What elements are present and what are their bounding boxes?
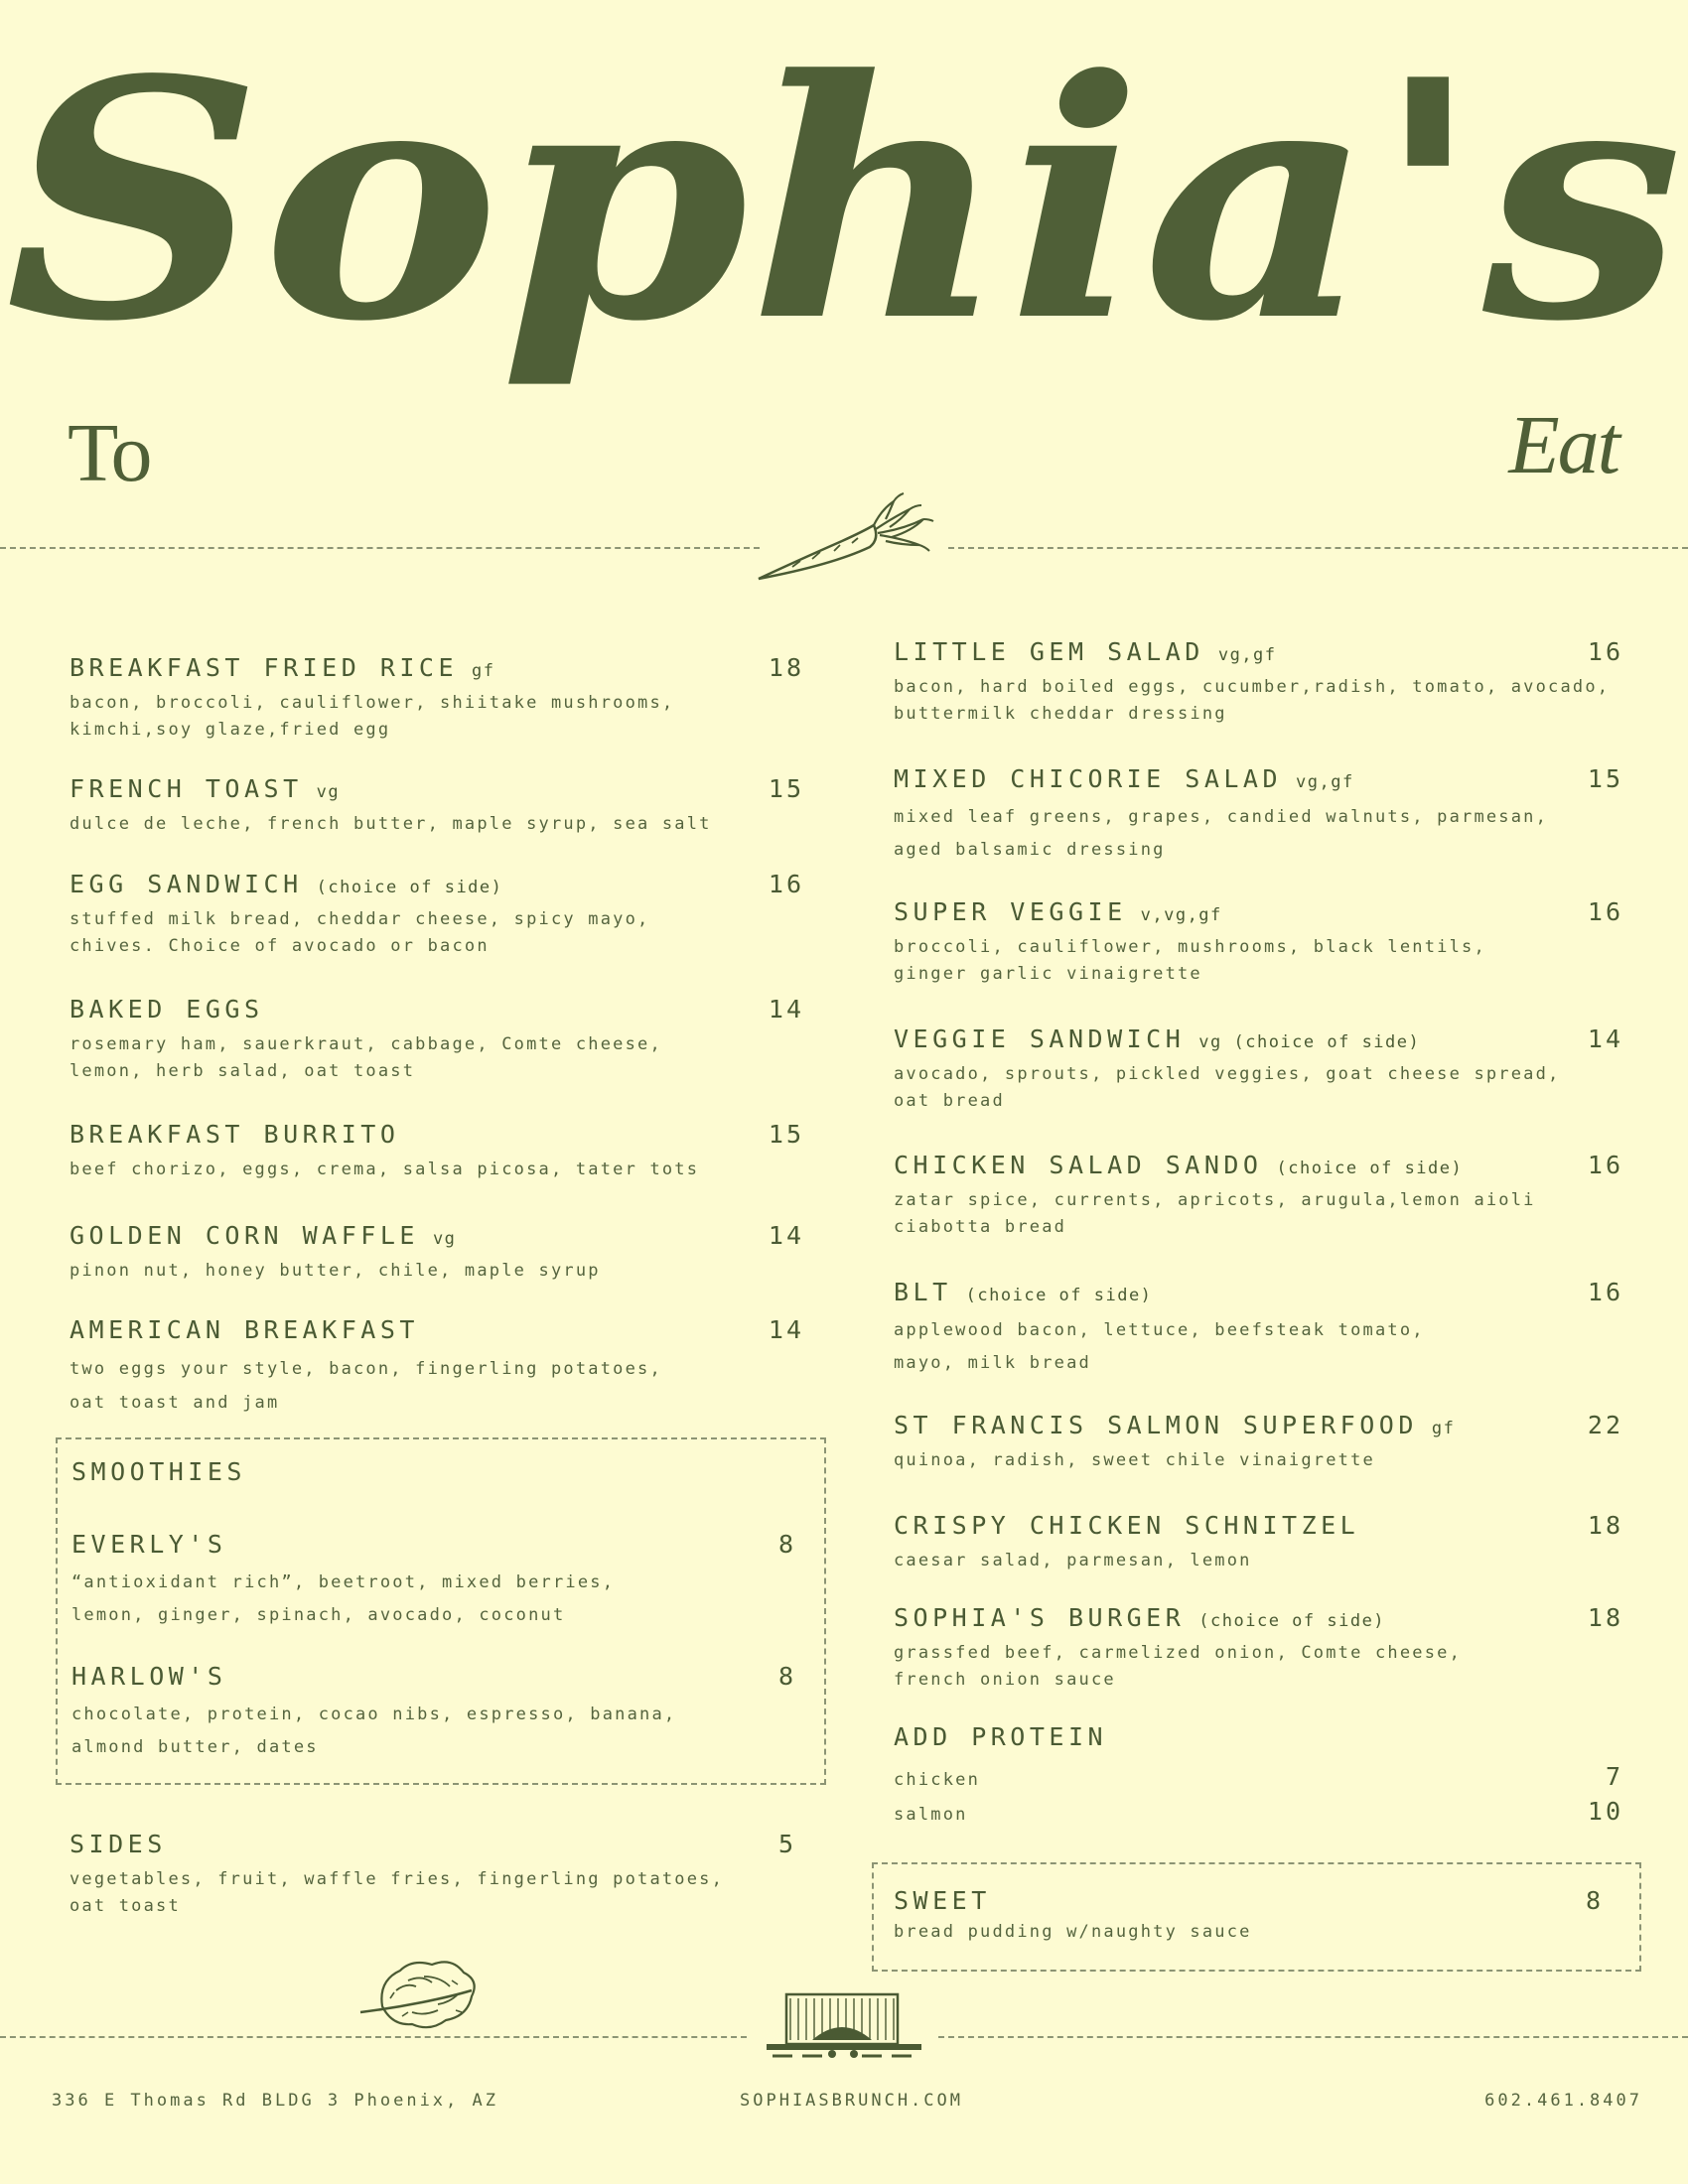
protein-name: chicken — [894, 1770, 981, 1790]
item-tag: vg (choice of side) — [1198, 1032, 1421, 1052]
item-tag: (choice of side) — [316, 878, 503, 897]
item-price: 5 — [777, 1830, 796, 1858]
item-name: CRISPY CHICKEN SCHNITZEL — [894, 1511, 1360, 1540]
item-price: 18 — [1587, 1511, 1623, 1540]
menu-item — [70, 653, 804, 774]
divider-top-right — [948, 547, 1688, 549]
tagline-eat: Eat — [1508, 399, 1618, 491]
item-desc: caesar salad, parmesan, lemon — [894, 1551, 1252, 1570]
menu-item — [894, 1024, 1623, 1151]
item-desc: quinoa, radish, sweet chile vinaigrette — [894, 1450, 1375, 1470]
item-desc: mixed leaf greens, grapes, candied walnuts, parmesan, aged balsamic dressing — [894, 807, 1549, 860]
menu-item — [894, 764, 1623, 897]
item-price: 14 — [1587, 1024, 1623, 1053]
item-name: ST FRANCIS SALMON SUPERFOOD — [894, 1411, 1418, 1439]
item-desc: rosemary ham, sauerkraut, cabbage, Comte cheese, lemon, herb salad, oat toast — [70, 1034, 662, 1081]
sweet-section — [872, 1862, 1641, 1972]
item-price: 15 — [768, 774, 804, 803]
item-name: EVERLY'S — [71, 1530, 227, 1559]
item-name: HARLOW'S — [71, 1662, 227, 1691]
item-price: 14 — [768, 995, 804, 1024]
item-name: MIXED CHICORIE SALAD — [894, 764, 1283, 793]
item-price: 22 — [1587, 1411, 1623, 1439]
item-tag: gf — [472, 661, 495, 681]
item-name: BLT — [894, 1278, 952, 1306]
item-tag: (choice of side) — [965, 1286, 1153, 1305]
menu-item — [70, 1315, 804, 1415]
menu-item — [70, 870, 804, 995]
item-desc: vegetables, fruit, waffle fries, fingerling potatoes, oat toast — [70, 1869, 725, 1916]
leafy-greens-icon — [352, 1951, 487, 2035]
item-name: SUPER VEGGIE — [894, 897, 1127, 926]
item-name: VEGGIE SANDWICH — [894, 1024, 1186, 1053]
item-name: BREAKFAST FRIED RICE — [70, 653, 459, 682]
storefront-icon — [763, 1990, 926, 2070]
item-price: 14 — [768, 1315, 804, 1344]
carrot-icon — [753, 481, 951, 586]
item-desc: applewood bacon, lettuce, beefsteak tomato, mayo, milk bread — [894, 1320, 1425, 1373]
item-price: 16 — [768, 870, 804, 898]
item-desc: broccoli, cauliflower, mushrooms, black lentils, ginger garlic vinaigrette — [894, 937, 1486, 984]
item-desc: chocolate, protein, cocao nibs, espresso, banana, almond butter, dates — [71, 1705, 677, 1757]
item-desc: two eggs your style, bacon, fingerling potatoes, oat toast and jam — [70, 1359, 662, 1413]
left-menu-column — [70, 653, 804, 1415]
item-desc: dulce de leche, french butter, maple syrup, sea salt — [70, 814, 712, 834]
protein-price: 10 — [1587, 1797, 1623, 1826]
tagline-to: To — [68, 407, 151, 499]
protein-price: 7 — [1605, 1762, 1623, 1791]
footer-phone[interactable]: 602.461.8407 — [1484, 2091, 1642, 2111]
divider-bottom-left — [0, 2036, 747, 2038]
item-desc: grassfed beef, carmelized onion, Comte cheese, french onion sauce — [894, 1643, 1463, 1690]
menu-item — [70, 774, 804, 870]
item-tag: vg,gf — [1296, 772, 1354, 792]
item-desc: pinon nut, honey butter, chile, maple syrup — [70, 1261, 601, 1281]
smoothie-item — [71, 1662, 796, 1764]
protein-name: salmon — [894, 1805, 968, 1825]
item-name: SOPHIA'S BURGER — [894, 1603, 1186, 1632]
smoothies-title: SMOOTHIES — [71, 1457, 246, 1486]
item-tag: vg — [316, 782, 341, 802]
item-price: 14 — [768, 1221, 804, 1250]
sides-item — [70, 1830, 804, 1920]
item-price: 18 — [768, 653, 804, 682]
item-desc: zatar spice, currents, apricots, arugula,lemon aioli ciabotta bread — [894, 1190, 1536, 1237]
item-desc: bread pudding w/naughty sauce — [894, 1922, 1252, 1942]
item-price: 15 — [768, 1120, 804, 1149]
add-protein-title: ADD PROTEIN — [894, 1722, 1108, 1751]
smoothie-item — [71, 1530, 796, 1632]
item-desc: bacon, hard boiled eggs, cucumber,radish, tomato, avocado, buttermilk cheddar dressing — [894, 677, 1611, 724]
right-menu-column — [894, 637, 1623, 1829]
item-tag: gf — [1431, 1419, 1456, 1438]
svg-text:Sophia's: Sophia's — [5, 8, 1683, 393]
item-price: 8 — [777, 1662, 796, 1691]
sophias-logo — [0, 0, 1688, 427]
item-name: GOLDEN CORN WAFFLE — [70, 1221, 419, 1250]
menu-item — [894, 1151, 1623, 1278]
item-tag: (choice of side) — [1198, 1611, 1386, 1631]
item-tag: vg — [432, 1229, 457, 1249]
item-price: 15 — [1587, 764, 1623, 793]
item-desc: “antioxidant rich”, beetroot, mixed berries, lemon, ginger, spinach, avocado, coconut — [71, 1572, 616, 1625]
divider-bottom-right — [938, 2036, 1688, 2038]
item-name: SIDES — [70, 1830, 167, 1858]
menu-item — [894, 1411, 1623, 1511]
menu-item — [894, 637, 1623, 764]
menu-item — [894, 897, 1623, 1024]
item-name: LITTLE GEM SALAD — [894, 637, 1204, 666]
item-tag: v,vg,gf — [1140, 905, 1222, 925]
item-price: 8 — [1585, 1886, 1604, 1915]
footer-website[interactable]: SOPHIASBRUNCH.COM — [740, 2091, 963, 2111]
item-price: 16 — [1587, 1278, 1623, 1306]
item-price: 16 — [1587, 1151, 1623, 1179]
item-desc: beef chorizo, eggs, crema, salsa picosa, tater tots — [70, 1160, 700, 1179]
protein-row — [894, 1794, 1623, 1829]
item-price: 16 — [1587, 637, 1623, 666]
menu-item — [70, 1221, 804, 1315]
item-name: CHICKEN SALAD SANDO — [894, 1151, 1263, 1179]
menu-item — [70, 1120, 804, 1221]
menu-item — [894, 1278, 1623, 1411]
item-desc: stuffed milk bread, cheddar cheese, spicy mayo, chives. Choice of avocado or bacon — [70, 909, 650, 956]
item-price: 16 — [1587, 897, 1623, 926]
item-desc: avocado, sprouts, pickled veggies, goat cheese spread, oat bread — [894, 1064, 1561, 1111]
divider-top-left — [0, 547, 760, 549]
item-name: EGG SANDWICH — [70, 870, 303, 898]
item-tag: (choice of side) — [1276, 1159, 1464, 1178]
item-name: BAKED EGGS — [70, 995, 264, 1024]
menu-item — [70, 995, 804, 1120]
item-name: AMERICAN BREAKFAST — [70, 1315, 419, 1344]
menu-item — [894, 1511, 1623, 1603]
item-price: 18 — [1587, 1603, 1623, 1632]
item-desc: bacon, broccoli, cauliflower, shiitake mushrooms, kimchi,soy glaze,fried egg — [70, 693, 675, 740]
protein-row — [894, 1759, 1623, 1794]
menu-item — [894, 1603, 1623, 1722]
item-tag: vg,gf — [1217, 645, 1277, 665]
item-name: SWEET — [894, 1886, 991, 1915]
item-name: BREAKFAST BURRITO — [70, 1120, 400, 1149]
footer-address: 336 E Thomas Rd BLDG 3 Phoenix, AZ — [52, 2091, 498, 2111]
item-price: 8 — [777, 1530, 796, 1559]
add-protein-section — [894, 1722, 1623, 1829]
smoothies-section — [56, 1437, 826, 1785]
item-name: FRENCH TOAST — [70, 774, 303, 803]
